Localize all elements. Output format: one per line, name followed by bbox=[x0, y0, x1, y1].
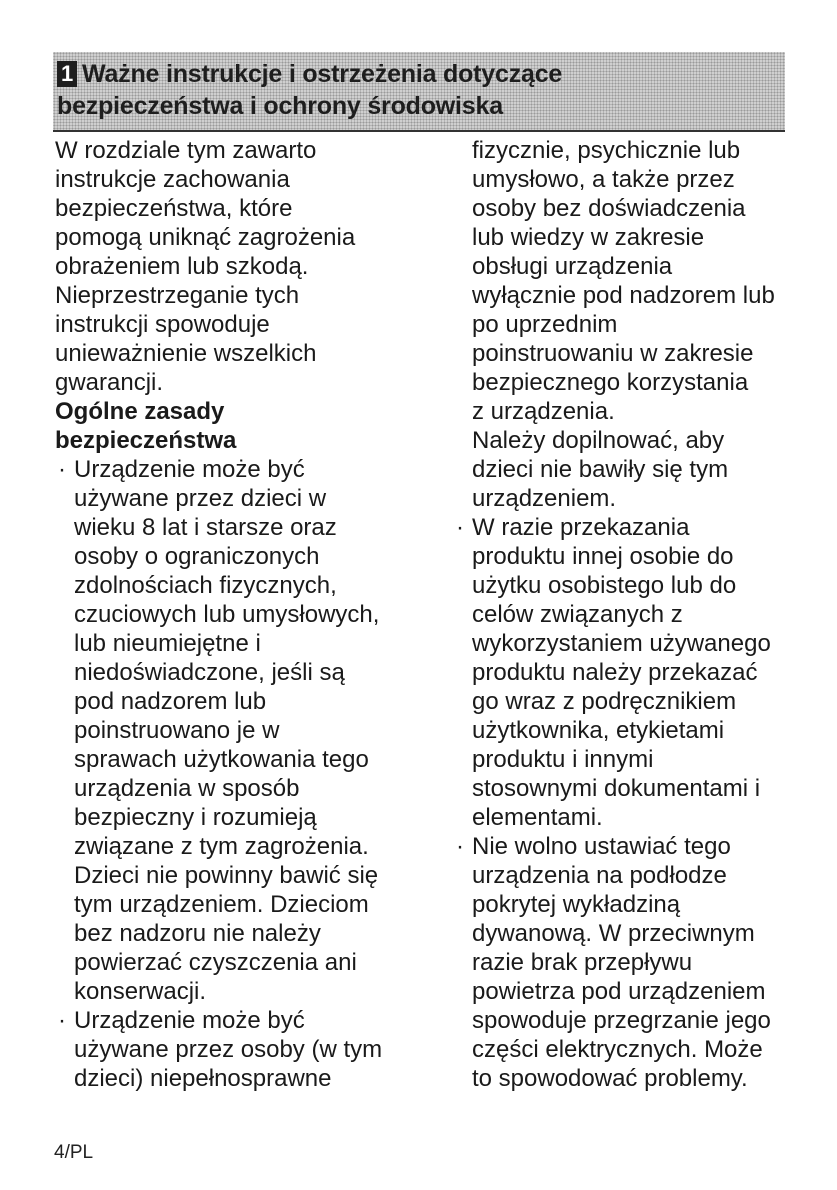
text-line bbox=[55, 716, 400, 745]
text-line-content: spowoduje przegrzanie jego bbox=[472, 1007, 771, 1034]
text-line bbox=[453, 1064, 798, 1093]
text-line-content: niedoświadczone, jeśli są bbox=[74, 659, 345, 686]
text-line bbox=[453, 948, 798, 977]
text-line bbox=[55, 165, 400, 194]
text-line-content: powierzać czyszczenia ani bbox=[74, 949, 357, 976]
text-line bbox=[55, 455, 400, 484]
text-line-content: Nie wolno ustawiać tego bbox=[472, 833, 731, 860]
text-line bbox=[55, 629, 400, 658]
text-line bbox=[55, 542, 400, 571]
text-line-content: zdolnościach fizycznych, bbox=[74, 572, 337, 599]
text-line-content: bezpieczeństwa bbox=[55, 427, 237, 454]
right-column bbox=[453, 136, 798, 1093]
text-line-content: dzieci nie bawiły się tym bbox=[472, 456, 729, 483]
text-line-content: unieważnienie wszelkich bbox=[55, 340, 317, 367]
text-line-content: z urządzenia. bbox=[472, 398, 615, 425]
text-line bbox=[55, 832, 400, 861]
text-line-content: dywanową. W przeciwnym bbox=[472, 920, 755, 947]
text-line bbox=[453, 774, 798, 803]
text-line-content: bez nadzoru nie należy bbox=[74, 920, 321, 947]
text-line-content: wykorzystaniem używanego bbox=[472, 630, 771, 657]
text-line bbox=[453, 252, 798, 281]
text-line-content: to spowodować problemy. bbox=[472, 1065, 748, 1092]
text-line bbox=[453, 397, 798, 426]
text-line-content: urządzenia na podłodze bbox=[472, 862, 727, 889]
text-line bbox=[453, 1035, 798, 1064]
text-line bbox=[453, 716, 798, 745]
header-title-line2: bezpieczeństwa i ochrony środowiska bbox=[57, 92, 503, 120]
text-line bbox=[453, 745, 798, 774]
text-line bbox=[453, 368, 798, 397]
bullet-carpet-warning bbox=[453, 832, 798, 1093]
text-line-content: Dzieci nie powinny bawić się bbox=[74, 862, 379, 889]
text-line bbox=[55, 774, 400, 803]
text-line-content: gwarancji. bbox=[55, 369, 164, 396]
bullet-transfer-product bbox=[453, 513, 798, 832]
text-line bbox=[453, 542, 798, 571]
text-line-content: W razie przekazania bbox=[472, 514, 690, 541]
page-number: 4/PL bbox=[54, 1142, 94, 1163]
text-line bbox=[55, 513, 400, 542]
text-line bbox=[453, 1006, 798, 1035]
text-line bbox=[453, 571, 798, 600]
text-line bbox=[453, 977, 798, 1006]
text-line bbox=[453, 223, 798, 252]
text-line-content: pomogą uniknąć zagrożenia bbox=[55, 224, 356, 251]
text-line-content: celów związanych z bbox=[472, 601, 683, 628]
text-line-content: pod nadzorem lub bbox=[74, 688, 267, 715]
text-line-content: używane przez osoby (w tym bbox=[74, 1036, 383, 1063]
text-line bbox=[453, 455, 798, 484]
bullet-disabled-use bbox=[55, 1006, 400, 1093]
text-line bbox=[453, 194, 798, 223]
text-line bbox=[55, 484, 400, 513]
text-line-content: pokrytej wykładziną bbox=[472, 891, 681, 918]
continued-paragraph bbox=[453, 136, 798, 513]
text-line-content: bezpieczeństwa, które bbox=[55, 195, 293, 222]
text-line bbox=[55, 194, 400, 223]
text-line bbox=[55, 1064, 400, 1093]
text-line bbox=[453, 687, 798, 716]
text-line bbox=[55, 426, 400, 455]
text-line bbox=[55, 890, 400, 919]
text-line-content: instrukcje zachowania bbox=[55, 166, 290, 193]
general-safety-subheading bbox=[55, 397, 400, 455]
text-line-content: osoby o ograniczonych bbox=[74, 543, 320, 570]
text-line-content: bezpiecznego korzystania bbox=[472, 369, 749, 396]
intro-paragraph bbox=[55, 136, 400, 397]
text-line bbox=[55, 368, 400, 397]
bullet-dot: · bbox=[58, 456, 66, 483]
text-line-content: konserwacji. bbox=[74, 978, 207, 1005]
text-line bbox=[55, 310, 400, 339]
text-line bbox=[453, 426, 798, 455]
text-line-content: lub wiedzy w zakresie bbox=[472, 224, 705, 251]
text-line bbox=[55, 600, 400, 629]
text-line-content: czuciowych lub umysłowych, bbox=[74, 601, 380, 628]
text-line-content: urządzenia w sposób bbox=[74, 775, 300, 802]
text-line-content: części elektrycznych. Może bbox=[472, 1036, 763, 1063]
text-line-content: dzieci) niepełnosprawne bbox=[74, 1065, 332, 1092]
text-line-content: bezpieczny i rozumieją bbox=[74, 804, 317, 831]
text-line-content: wyłącznie pod nadzorem lub bbox=[472, 282, 775, 309]
text-line bbox=[55, 339, 400, 368]
text-line bbox=[55, 687, 400, 716]
text-line-content: sprawach użytkowania tego bbox=[74, 746, 369, 773]
text-line-content: poinstruowaniu w zakresie bbox=[472, 340, 754, 367]
text-line-content: Urządzenie może być bbox=[74, 456, 305, 483]
text-line bbox=[55, 861, 400, 890]
text-line bbox=[55, 223, 400, 252]
text-line-content: obrażeniem lub szkodą. bbox=[55, 253, 309, 280]
header-title-text1: Ważne instrukcje i ostrzeżenia dotyczące bbox=[82, 60, 563, 88]
text-line bbox=[453, 165, 798, 194]
text-line bbox=[453, 600, 798, 629]
text-line bbox=[453, 513, 798, 542]
text-line bbox=[453, 310, 798, 339]
text-line bbox=[55, 658, 400, 687]
chapter-number-badge: 1 bbox=[57, 61, 77, 87]
bullet-dot: · bbox=[58, 1007, 66, 1034]
text-line bbox=[55, 745, 400, 774]
text-line-content: produktu innej osobie do bbox=[472, 543, 734, 570]
text-line-content: powietrza pod urządzeniem bbox=[472, 978, 766, 1005]
text-line bbox=[453, 136, 798, 165]
text-line-content: razie brak przepływu bbox=[472, 949, 693, 976]
text-line-content: osoby bez doświadczenia bbox=[472, 195, 746, 222]
text-line bbox=[55, 803, 400, 832]
text-line-content: Urządzenie może być bbox=[74, 1007, 305, 1034]
text-line bbox=[453, 803, 798, 832]
text-line bbox=[453, 919, 798, 948]
text-line-content: Nieprzestrzeganie tych bbox=[55, 282, 300, 309]
text-line bbox=[55, 919, 400, 948]
text-line-content: produktu należy przekazać bbox=[472, 659, 758, 686]
bullet-dot: · bbox=[456, 833, 464, 860]
text-line-content: instrukcji spowoduje bbox=[55, 311, 270, 338]
text-line bbox=[453, 339, 798, 368]
bullet-dot: · bbox=[456, 514, 464, 541]
text-line-content: elementami. bbox=[472, 804, 603, 831]
left-column bbox=[55, 136, 400, 1093]
text-line-content: wieku 8 lat i starsze oraz bbox=[74, 514, 337, 541]
bullet-children-use bbox=[55, 455, 400, 1006]
text-line bbox=[453, 832, 798, 861]
text-line-content: związane z tym zagrożenia. bbox=[74, 833, 369, 860]
text-line-content: produktu i innymi bbox=[472, 746, 654, 773]
text-line bbox=[453, 861, 798, 890]
text-line-content: go wraz z podręcznikiem bbox=[472, 688, 737, 715]
text-line bbox=[453, 658, 798, 687]
text-line bbox=[55, 1035, 400, 1064]
text-line bbox=[55, 948, 400, 977]
text-line-content: obsługi urządzenia bbox=[472, 253, 673, 280]
text-line bbox=[55, 252, 400, 281]
text-line bbox=[453, 890, 798, 919]
text-line bbox=[55, 397, 400, 426]
text-line-content: tym urządzeniem. Dzieciom bbox=[74, 891, 369, 918]
text-line-content: stosownymi dokumentami i bbox=[472, 775, 761, 802]
text-line-content: poinstruowano je w bbox=[74, 717, 280, 744]
text-line bbox=[55, 977, 400, 1006]
text-line bbox=[55, 1006, 400, 1035]
text-line bbox=[55, 136, 400, 165]
text-line bbox=[453, 281, 798, 310]
text-line-content: Ogólne zasady bbox=[55, 398, 225, 425]
text-line-content: używane przez dzieci w bbox=[74, 485, 327, 512]
text-line bbox=[453, 484, 798, 513]
text-line-content: Należy dopilnować, aby bbox=[472, 427, 725, 454]
text-line-content: użytku osobistego lub do bbox=[472, 572, 737, 599]
header-title-line1 bbox=[57, 58, 562, 90]
text-line bbox=[55, 571, 400, 600]
text-line bbox=[453, 629, 798, 658]
text-line-content: lub nieumiejętne i bbox=[74, 630, 261, 657]
text-line-content: po uprzednim bbox=[472, 311, 618, 338]
text-line bbox=[55, 281, 400, 310]
text-line-content: fizycznie, psychicznie lub bbox=[472, 137, 741, 164]
text-line-content: umysłowo, a także przez bbox=[472, 166, 735, 193]
text-line-content: urządzeniem. bbox=[472, 485, 617, 512]
section-header bbox=[53, 52, 785, 132]
text-line-content: W rozdziale tym zawarto bbox=[55, 137, 317, 164]
text-line-content: użytkownika, etykietami bbox=[472, 717, 725, 744]
